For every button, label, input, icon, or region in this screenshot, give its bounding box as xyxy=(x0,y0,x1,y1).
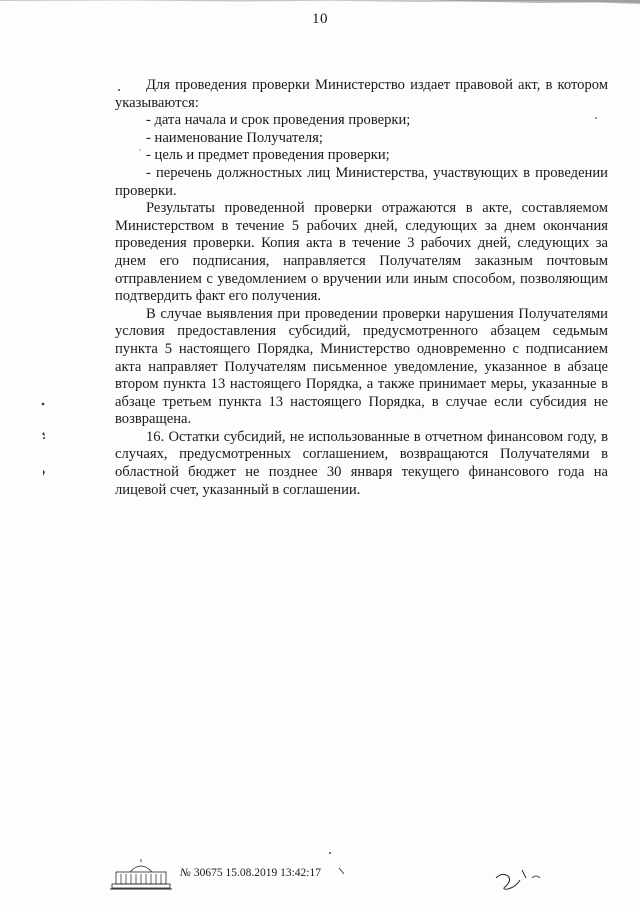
page-number: 10 xyxy=(312,11,328,27)
list-item: - наименование Получателя; xyxy=(146,129,323,146)
signature-mark xyxy=(492,856,552,896)
paragraph-intro: Для проведения проверки Министерство издает правовой акт, в котором указываются: xyxy=(115,77,608,111)
registration-footer xyxy=(108,858,528,894)
paragraph-violations: В случае выявления при проведении проверки нарушения Получателями условия предоставления субсидий, предусмотренного абзацем седьмым пункта 5 настоящего Порядка, Министерство одновременно с подписанием акта направляет Получателям письменное уведомление, указанное в абзаце втором пункта 13 настоящего Порядка, а также принимает меры, указанные в абзаце третьем пункта 13 настоящего Порядка, в случае если субсидия не возвращена. xyxy=(115,305,608,428)
document-body xyxy=(115,77,608,499)
list-item: - дата начала и срок проведения проверки; xyxy=(146,112,411,129)
paragraph-results: Результаты проведенной проверки отражаются в акте, составляемом Министерством в течение 5 рабочих дней, следующих за днем окончания проведения проверки. Копия акта в течение 3 рабочих дней, следующих за днем его подписания, направляется Получателям заказным почтовым отправлением с уведомлением о вручении или иным способом, позволяющим подтвердить факт его получения. xyxy=(115,200,608,305)
registration-value: 30675 15.08.2019 13:42:17 xyxy=(193,867,321,879)
registration-number xyxy=(180,867,321,879)
building-logo-icon xyxy=(108,858,174,892)
paragraph-item-16: 16. Остатки субсидий, не использованные в отчетном финансовом году, в случаях, предусмотренных соглашением, возвращаются Получателями в областной бюджет не позднее 30 января текущего финансового года на лицевой счет, указанный в соглашении. xyxy=(115,428,608,498)
number-sign: № xyxy=(180,867,191,879)
margin-hole-marks xyxy=(38,396,52,496)
list-item: - перечень должностных лиц Министерства, участвующих в проведении проверки. xyxy=(115,164,608,199)
list-item: - цель и предмет проведения проверки; xyxy=(146,147,390,164)
scan-edge-shadow xyxy=(0,0,640,10)
